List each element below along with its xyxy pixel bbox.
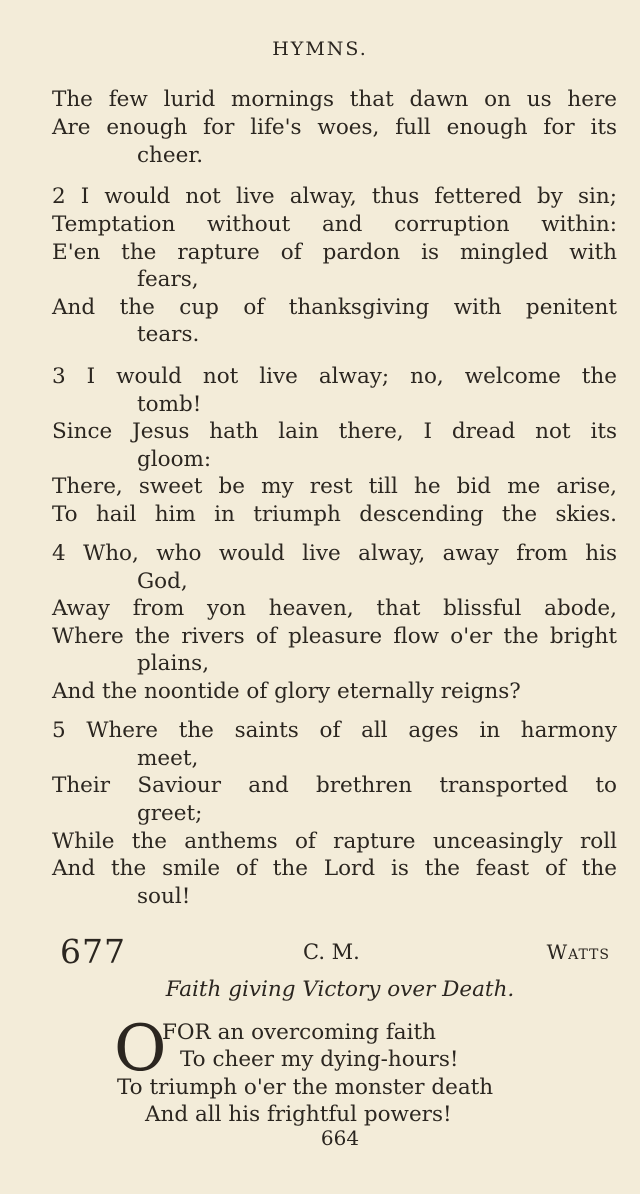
hymn-number: 677 [60, 932, 126, 971]
verse-line: Are enough for life's woes, full enough for its [52, 115, 617, 140]
hymn-line: FOR an overcoming faith [162, 1020, 436, 1045]
verse-line: God, [137, 569, 188, 594]
hymn-line: And all his frightful powers! [145, 1102, 452, 1127]
hymn-meter: C. M. [303, 940, 360, 964]
hymn-line: To cheer my dying-hours! [180, 1047, 459, 1072]
verse-line: tears. [137, 322, 200, 347]
verse-line: And the smile of the Lord is the feast of the [52, 856, 617, 881]
hymn-author: Watts [546, 940, 610, 964]
verse-line: Since Jesus hath lain there, I dread not its [52, 419, 617, 444]
verse-line: Away from yon heaven, that blissful abode, [52, 596, 617, 621]
drop-cap: O [114, 1012, 167, 1086]
verse-line: And the cup of thanksgiving with penitent [52, 295, 617, 320]
verse-line: meet, [137, 746, 199, 771]
verse-line: 3 I would not live alway; no, welcome the [52, 364, 617, 389]
verse-line: tomb! [137, 392, 202, 417]
verse-line: To hail him in triumph descending the skies. [52, 502, 617, 527]
verse-line: soul! [137, 884, 191, 909]
verse-line: And the noontide of glory eternally reigns? [52, 679, 521, 704]
hymn-title: Faith giving Victory over Death. [165, 977, 515, 1002]
hymn-line: To triumph o'er the monster death [117, 1075, 494, 1100]
verse-line: cheer. [137, 143, 204, 168]
verse-line: 4 Who, who would live alway, away from his [52, 541, 617, 566]
verse-line: 5 Where the saints of all ages in harmony [52, 718, 617, 743]
verse-line: fears, [137, 267, 199, 292]
running-header: HYMNS. [272, 38, 368, 60]
verse-line: Where the rivers of pleasure flow o'er the bright [52, 624, 617, 649]
verse-line: E'en the rapture of pardon is mingled with [52, 240, 617, 265]
verse-line: While the anthems of rapture unceasingly roll [52, 829, 617, 854]
verse-line: greet; [137, 801, 203, 826]
verse-line: 2 I would not live alway, thus fettered by sin; [52, 184, 617, 209]
page-number: 664 [320, 1126, 360, 1150]
hymn-heading [0, 932, 640, 972]
verse-line: Temptation without and corruption within: [52, 212, 617, 237]
verse-line: plains, [137, 651, 210, 676]
verse-line: gloom: [137, 447, 212, 472]
verse-line: Their Saviour and brethren transported to [52, 773, 617, 798]
verse-line: There, sweet be my rest till he bid me arise, [52, 474, 617, 499]
verse-line: The few lurid mornings that dawn on us here [52, 87, 617, 112]
